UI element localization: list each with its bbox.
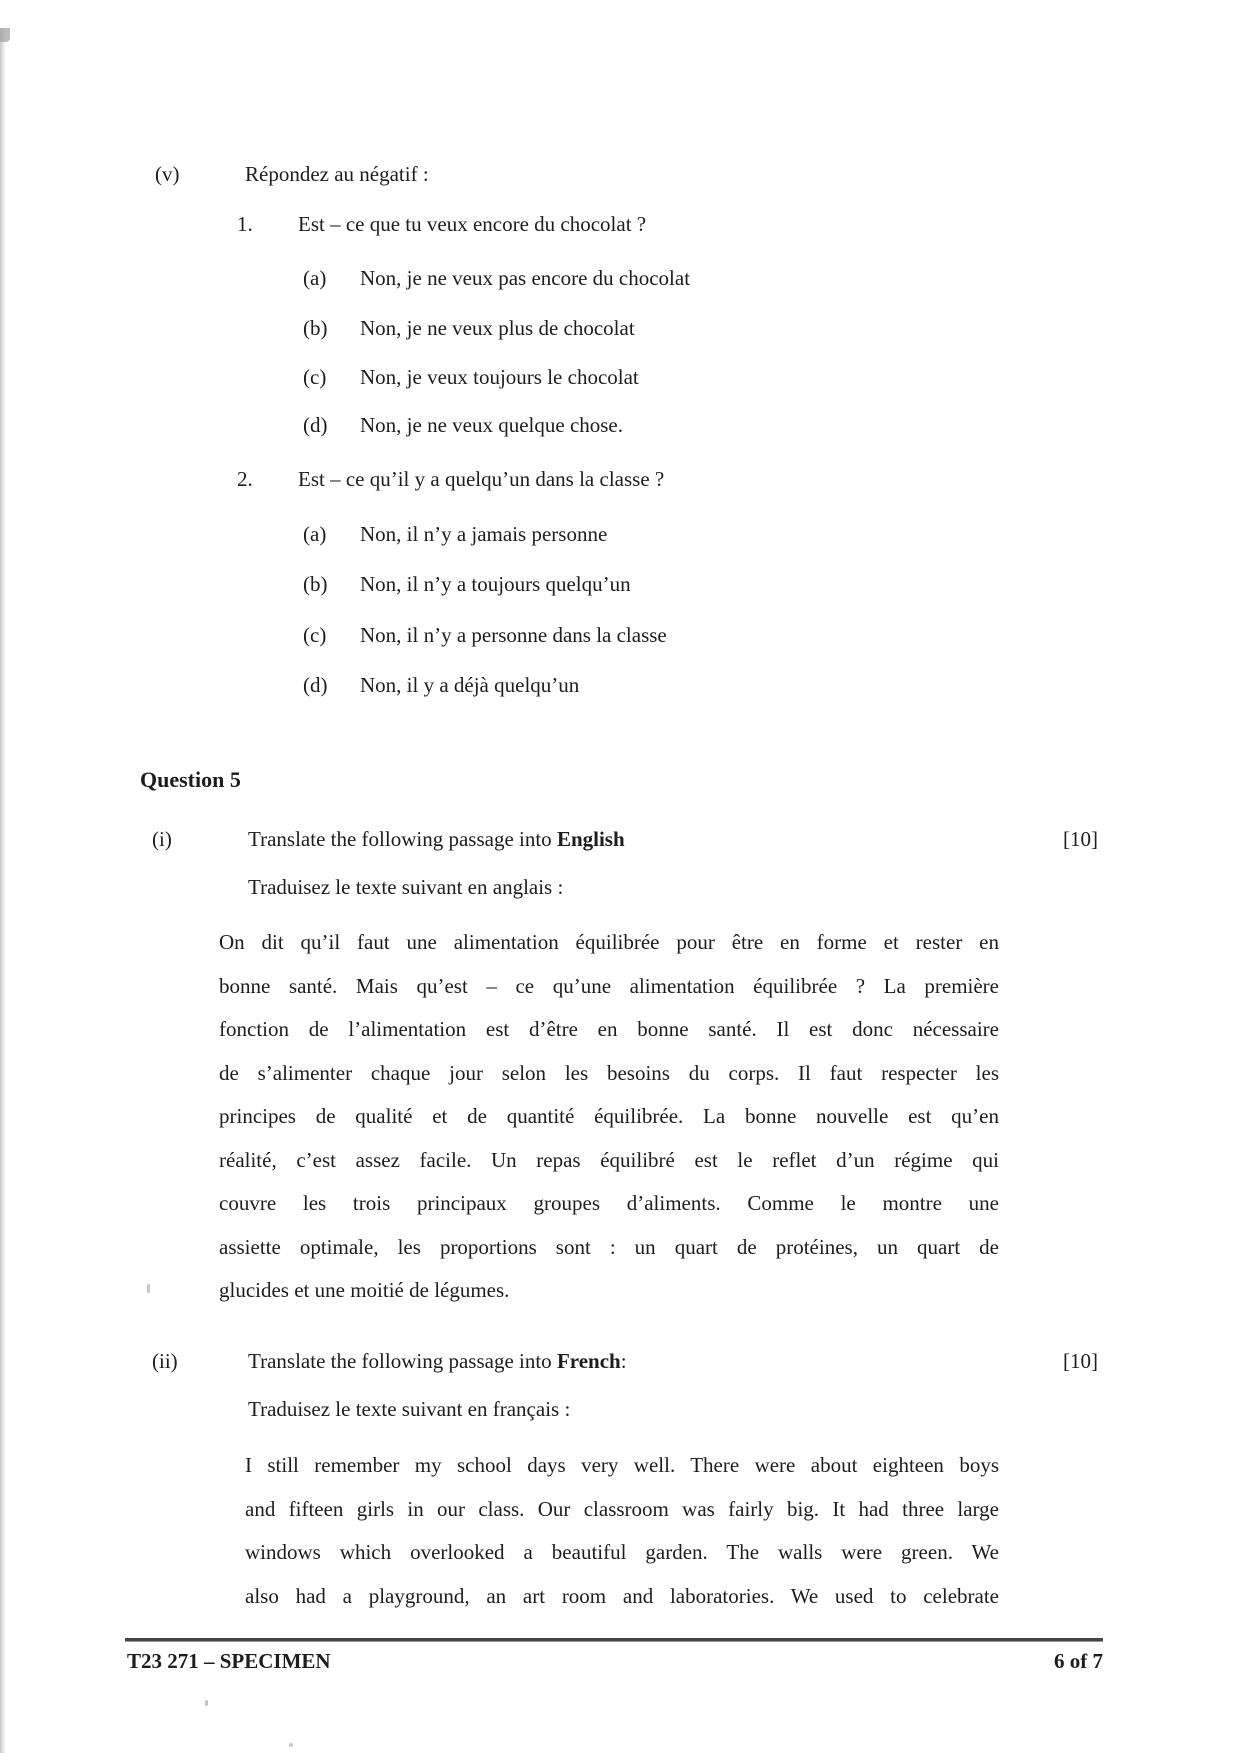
question-number: 2.: [237, 467, 253, 491]
option-letter: (c): [303, 365, 327, 389]
passage-line: fonction de l’alimentation est d’être en bonne santé. Il est donc nécessaire: [219, 1017, 999, 1041]
instruction-prefix: Translate the following passage into: [248, 1349, 557, 1373]
english-passage: [245, 1444, 999, 1618]
scan-artifact: [205, 1700, 208, 1706]
part-i-instruction: [248, 826, 625, 852]
page-number: 6 of 7: [1054, 1649, 1103, 1673]
scan-artifact: [289, 1743, 293, 1747]
passage-line: windows which overlooked a beautiful garden. The walls were green. We: [245, 1540, 999, 1564]
instruction-language: English: [556, 827, 625, 851]
option-text: Non, je ne veux pas encore du chocolat: [360, 266, 691, 290]
option-text: Non, je veux toujours le chocolat: [360, 365, 639, 389]
question-number: 1.: [237, 212, 253, 236]
instruction-prefix: Translate the following passage into: [248, 827, 557, 851]
part-i-label: (i): [152, 827, 172, 851]
option-letter: (b): [303, 572, 328, 596]
scan-corner-mark: [0, 28, 10, 42]
passage-line: I still remember my school days very well. There were about eighteen boys: [245, 1453, 999, 1477]
instruction-suffix: :: [620, 1349, 627, 1373]
passage-line: principes de qualité et de quantité équilibrée. La bonne nouvelle est qu’en: [219, 1104, 999, 1128]
part-i-subinstruction: Traduisez le texte suivant en anglais :: [248, 875, 564, 899]
instruction-language: French: [556, 1349, 621, 1373]
option-letter: (d): [303, 673, 328, 697]
passage-line: bonne santé. Mais qu’est – ce qu’une alimentation équilibrée ? La première: [219, 973, 999, 998]
option-letter: (b): [303, 316, 328, 340]
part-ii-instruction: [248, 1348, 627, 1374]
scan-artifact: [147, 1284, 150, 1293]
passage-line: and fifteen girls in our class. Our classroom was fairly big. It had three large: [245, 1496, 999, 1521]
option-letter: (d): [303, 413, 328, 437]
passage-line: réalité, c’est assez facile. Un repas équilibré est le reflet d’un régime qui: [219, 1147, 999, 1172]
option-text: Non, il n’y a toujours quelqu’un: [360, 572, 631, 596]
part-v-label: (v): [155, 162, 180, 186]
scan-edge-shadow: [0, 28, 6, 1753]
option-text: Non, il y a déjà quelqu’un: [360, 673, 580, 697]
paper-code: T23 271 – SPECIMEN: [127, 1649, 331, 1673]
passage-line: couvre les trois principaux groupes d’aliments. Comme le montre une: [219, 1191, 999, 1215]
passage-line: On dit qu’il faut une alimentation équilibrée pour être en forme et rester en: [219, 930, 999, 954]
question-text: Est – ce que tu veux encore du chocolat ?: [298, 212, 647, 236]
question-5-heading: Question 5: [140, 767, 241, 792]
option-text: Non, il n’y a personne dans la classe: [360, 623, 667, 647]
marks-badge: [10]: [1063, 827, 1098, 851]
option-letter: (c): [303, 623, 327, 647]
question-text: Est – ce qu’il y a quelqu’un dans la classe ?: [298, 467, 665, 491]
option-text: Non, je ne veux plus de chocolat: [360, 316, 635, 340]
french-passage: [219, 921, 999, 1313]
marks-badge: [10]: [1063, 1349, 1098, 1373]
option-text: Non, je ne veux quelque chose.: [360, 413, 624, 437]
part-v-title: Répondez au négatif :: [245, 162, 429, 186]
part-ii-label: (ii): [152, 1349, 178, 1373]
footer-rule: [125, 1638, 1103, 1642]
part-ii-subinstruction: Traduisez le texte suivant en français :: [248, 1397, 571, 1421]
option-letter: (a): [303, 522, 327, 546]
option-text: Non, il n’y a jamais personne: [360, 522, 608, 546]
passage-line: glucides et une moitié de légumes.: [219, 1278, 510, 1302]
option-letter: (a): [303, 266, 327, 290]
passage-line: de s’alimenter chaque jour selon les besoins du corps. Il faut respecter les: [219, 1060, 999, 1085]
passage-line: also had a playground, an art room and laboratories. We used to celebrate: [245, 1583, 999, 1608]
passage-line: assiette optimale, les proportions sont : un quart de protéines, un quart de: [219, 1234, 999, 1259]
